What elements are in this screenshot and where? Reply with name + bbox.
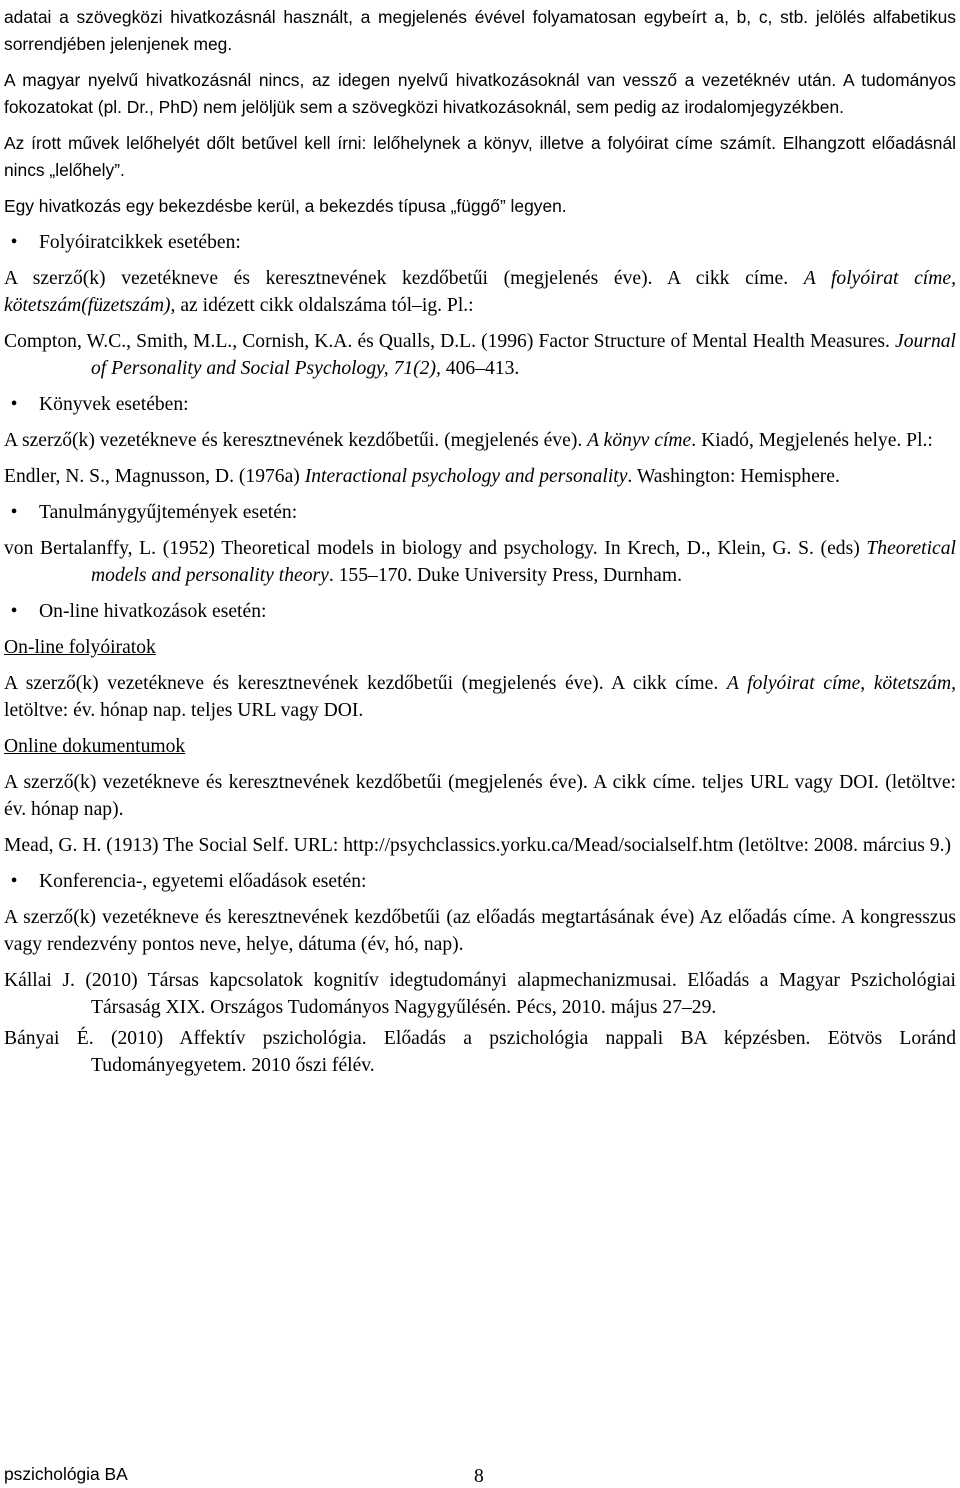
- intro-paragraph-4: Egy hivatkozás egy bekezdésbe kerül, a bekezdés típusa „függő” legyen.: [4, 196, 567, 216]
- pattern-text: A szerző(k) vezetékneve és keresztnevének kezdőbetűi (megjelenés éve). A cikk címe.: [4, 268, 804, 289]
- document-page: [4, 4, 956, 1079]
- reference-italic: Interactional psychology and personality: [304, 466, 628, 487]
- reference-italic: Theoretical models and personality theory: [91, 538, 956, 586]
- section-heading: Folyóiratcikkek esetében:: [39, 232, 241, 253]
- collection-example: [4, 535, 956, 589]
- reference-text: 406–413.: [440, 358, 520, 379]
- intro-paragraph-2: A magyar nyelvű hivatkozásnál nincs, az idegen nyelvű hivatkozásoknál van vessző a vezetéknév után. A tudományos fokozatokat (pl. Dr., PhD) nem jelöljük sem a szövegközi hivatkozásoknál, sem pedig az irodalomjegyzékben.: [4, 70, 956, 117]
- online-subheading-documents: [4, 733, 956, 760]
- conference-pattern: A szerző(k) vezetékneve és keresztnevének kezdőbetűi (az előadás megtartásának éve) Az előadás címe. A kongresszus vagy rendezvény pontos neve, helye, dátuma (év, hó, nap).: [4, 907, 956, 955]
- reference-text: Endler, N. S., Magnusson, D. (1976a): [4, 466, 305, 487]
- bullet-icon: •: [10, 871, 18, 892]
- pattern-text: az idézett cikk oldalszáma tól–ig. Pl.:: [175, 295, 474, 316]
- bullet-icon: •: [10, 601, 18, 622]
- online-document-pattern: A szerző(k) vezetékneve és keresztnevének kezdőbetűi (megjelenés éve). A cikk címe. teljes URL vagy DOI. (letöltve: év. hónap nap).: [4, 772, 956, 820]
- reference-text: . 155–170. Duke University Press, Durnham.: [328, 565, 683, 586]
- pattern-text: . Kiadó, Megjelenés helye. Pl.:: [691, 430, 933, 451]
- bullet-icon: •: [10, 232, 18, 253]
- bullet-icon: •: [10, 394, 18, 415]
- section-online: [4, 598, 956, 625]
- bullet-icon: •: [10, 502, 18, 523]
- reference-italic: Journal of Personality and Social Psychology, 71(2),: [91, 331, 956, 379]
- online-subheading-journals: [4, 634, 956, 661]
- section-collections: [4, 499, 956, 526]
- journal-pattern: [4, 265, 956, 319]
- pattern-text: A szerző(k) vezetékneve és keresztnevének kezdőbetűi. (megjelenés éve).: [4, 430, 588, 451]
- section-heading: Könyvek esetében:: [39, 394, 189, 415]
- online-journal-pattern: [4, 670, 956, 724]
- page-number: 8: [474, 1466, 484, 1487]
- section-books: [4, 391, 956, 418]
- reference-text: Compton, W.C., Smith, M.L., Cornish, K.A. és Qualls, D.L. (1996) Factor Structure of Mental Health Measures.: [4, 331, 896, 352]
- subheading-text: Online dokumentumok: [4, 736, 186, 757]
- pattern-italic: A folyóirat címe, kötetszám(füzetszám),: [4, 268, 956, 316]
- reference-text: . Washington: Hemisphere.: [627, 466, 840, 487]
- online-example: Mead, G. H. (1913) The Social Self. URL: http://psychclassics.yorku.ca/Mead/socialself.htm (letöltve: 2008. március 9.): [4, 835, 952, 856]
- book-example: [4, 463, 956, 490]
- intro-paragraph-1: adatai a szövegközi hivatkozásnál használt, a megjelenés évével folyamatosan egybeírt a, b, c, stb. jelölés alfabetikus sorrendjében jelenjenek meg.: [4, 7, 956, 54]
- section-heading: Tanulmánygyűjtemények esetén:: [39, 502, 298, 523]
- journal-example: [4, 328, 956, 382]
- conference-example-1: Kállai J. (2010) Társas kapcsolatok kognitív idegtudományi alapmechanizmusai. Előadás a Magyar Pszichológiai Társaság XIX. Országos Tudományos Nagygyűlésén. Pécs, 2010. május 27–29.: [4, 970, 956, 1018]
- section-heading: Konferencia-, egyetemi előadások esetén:: [39, 871, 367, 892]
- pattern-italic: A könyv címe: [587, 430, 692, 451]
- pattern-text: A szerző(k) vezetékneve és keresztnevének kezdőbetűi (megjelenés éve). A cikk címe.: [4, 673, 727, 694]
- pattern-italic: A folyóirat címe, kötetszám,: [726, 673, 956, 694]
- footer-label: pszichológia BA: [4, 1464, 128, 1484]
- reference-text: von Bertalanffy, L. (1952) Theoretical models in biology and psychology. In Krech, D., Klein, G. S. (eds): [4, 538, 867, 559]
- section-conferences: [4, 868, 956, 895]
- intro-paragraph-3: Az írott művek lelőhelyét dőlt betűvel kell írni: lelőhelynek a könyv, illetve a folyóirat címe számít. Elhangzott előadásnál nincs „lelőhely”.: [4, 133, 956, 180]
- subheading-text: On-line folyóiratok: [4, 637, 156, 658]
- conference-example-2: Bányai É. (2010) Affektív pszichológia. Előadás a pszichológia nappali BA képzésben. Eötvös Loránd Tudományegyetem. 2010 őszi félév.: [4, 1028, 956, 1076]
- section-journals: [4, 229, 956, 256]
- page-footer: [4, 1464, 956, 1486]
- book-pattern: [4, 427, 956, 454]
- section-heading: On-line hivatkozások esetén:: [39, 601, 267, 622]
- pattern-text: letöltve: év. hónap nap. teljes URL vagy DOI.: [4, 700, 364, 721]
